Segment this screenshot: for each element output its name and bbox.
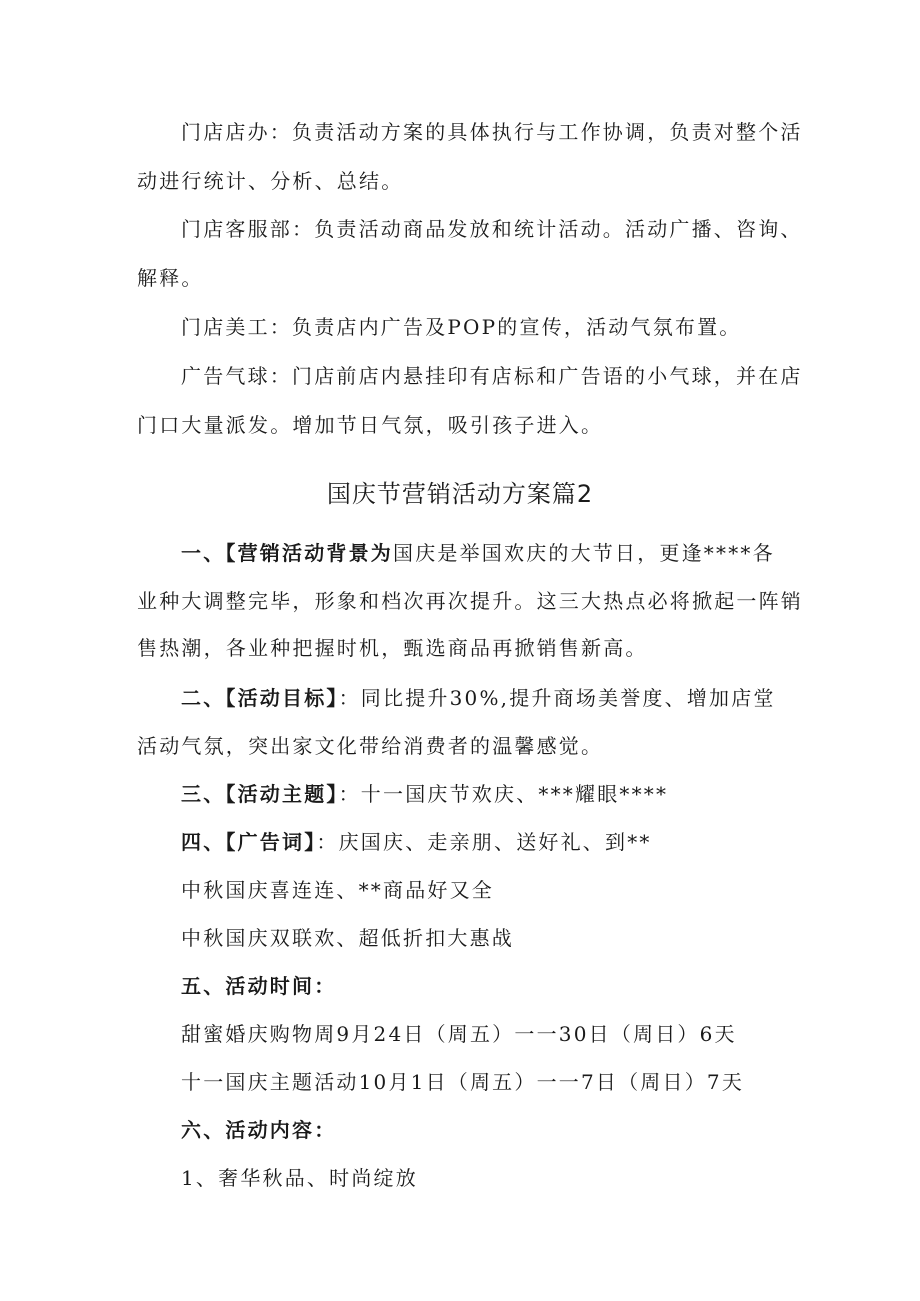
section1-line3: 售热潮，各业种把握时机，甄选商品再掀销售新高。: [137, 636, 648, 660]
paragraph-customer-service-line2: 解释。: [137, 266, 204, 290]
paragraph-store-office-line1: 门店店办：负责活动方案的具体执行与工作协调，负责对整个活: [181, 120, 803, 144]
slogan-line2: 中秋国庆喜连连、**商品好又全: [181, 878, 494, 902]
slogan-line3: 中秋国庆双联欢、超低折扣大惠战: [181, 926, 514, 950]
section3-text: ：十一国庆节欢庆、***耀眼****: [338, 782, 669, 806]
paragraph-customer-service-line1: 门店客服部：负责活动商品发放和统计活动。活动广播、咨询、: [181, 217, 803, 241]
paragraph-art-design: 门店美工：负责店内广告及POP的宣传，活动气氛布置。: [181, 315, 742, 339]
content-item1: 1、奢华秋品、时尚绽放: [181, 1166, 418, 1190]
section4-heading: 四、【广告词】: [181, 830, 317, 854]
section-title: 国庆节营销活动方案篇2: [326, 480, 594, 508]
section3-line: [181, 780, 841, 808]
section4-line1: [181, 828, 841, 856]
time-line1: 甜蜜婚庆购物周9月24日（周五）一一30日（周日）6天: [181, 1022, 737, 1046]
time-line2: 十一国庆主题活动10月1日（周五）一一7日（周日）7天: [181, 1070, 745, 1094]
section1-heading: 一、【营销活动背景为: [181, 541, 393, 565]
paragraph-balloons-line2: 门口大量派发。增加节日气氛，吸引孩子进入。: [137, 413, 604, 437]
section4-text: ：庆国庆、走亲朋、送好礼、到**: [316, 830, 652, 854]
section3-heading: 三、【活动主题】: [181, 782, 339, 806]
section2-heading: 二、【活动目标】: [181, 686, 339, 710]
section2-line1: [181, 684, 841, 712]
section6-heading: 六、活动内容：: [181, 1118, 337, 1142]
section2-line2: 活动气氛，突出家文化带给消费者的温馨感觉。: [137, 734, 604, 758]
section1-line1-text: 国庆是举国欢庆的大节日，更逢****各: [393, 541, 775, 565]
paragraph-balloons-line1: 广告气球：门店前店内悬挂印有店标和广告语的小气球，并在店: [181, 364, 803, 388]
paragraph-store-office-line2: 动进行统计、分析、总结。: [137, 169, 404, 193]
section1-line1: [181, 539, 841, 567]
section2-line1-text: ：同比提升30%,提升商场美誉度、增加店堂: [338, 686, 776, 710]
section5-heading: 五、活动时间：: [181, 974, 337, 998]
section1-line2: 业种大调整完毕，形象和档次再次提升。这三大热点必将掀起一阵销: [137, 589, 803, 613]
